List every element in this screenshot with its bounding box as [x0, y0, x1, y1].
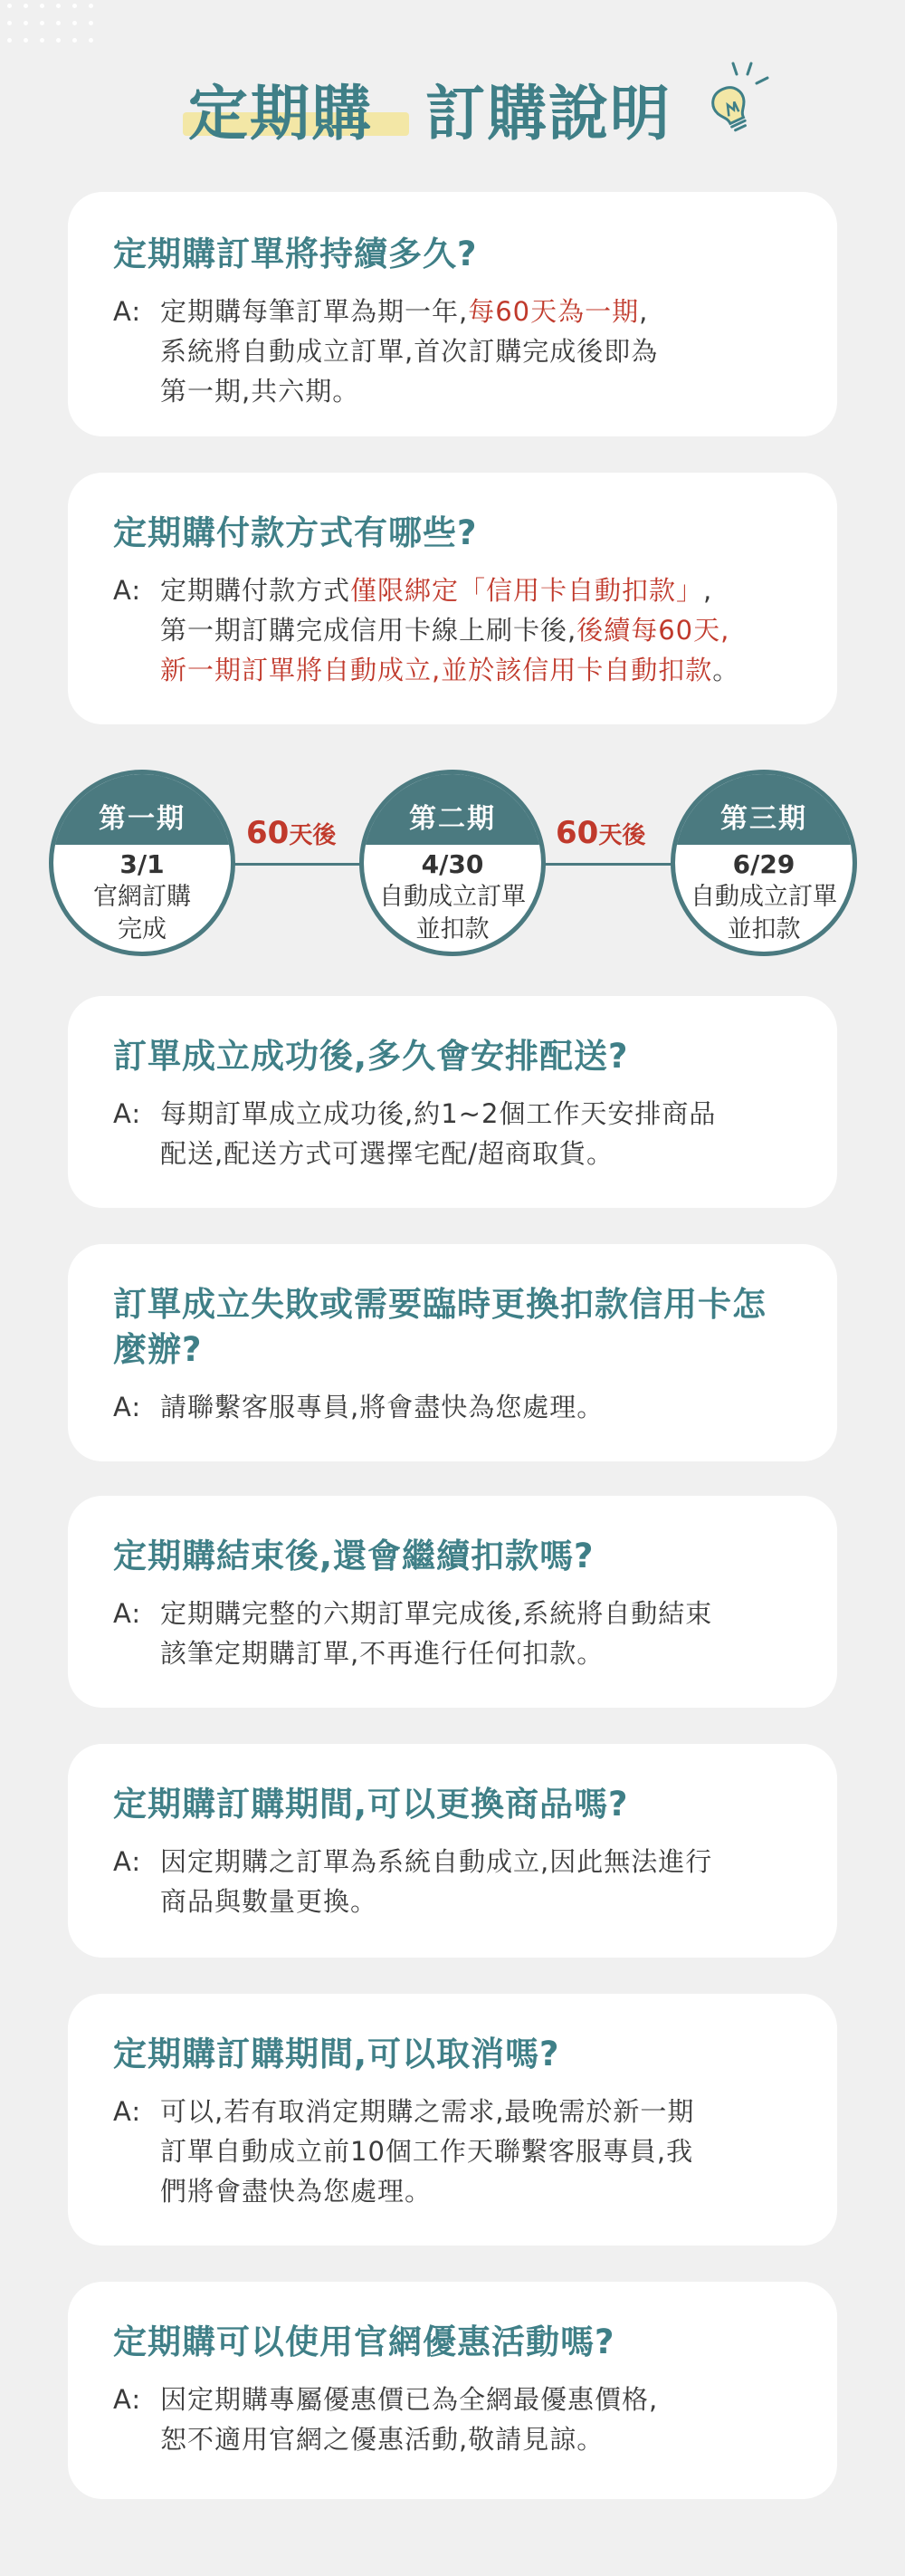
answer-text: 系統將自動成立訂單,首次訂購完成後即為	[160, 336, 659, 367]
answer-line	[160, 1094, 792, 1134]
faq-answer	[113, 1842, 792, 1921]
faq-card	[68, 1744, 837, 1958]
answer-text: ,	[703, 575, 713, 606]
period-desc: 自動成立訂單	[379, 883, 526, 911]
answer-text: 配送,配送方式可選擇宅配/超商取貨。	[160, 1138, 614, 1169]
faq-card	[68, 473, 837, 724]
faq-card	[68, 996, 837, 1208]
answer-emphasis: 每60天為一期	[468, 296, 640, 327]
answer-line	[160, 2092, 792, 2131]
faq-answer	[113, 2380, 792, 2459]
answer-emphasis: 後續每60天,	[576, 615, 730, 646]
answer-line	[160, 1387, 792, 1427]
answer-line	[160, 1594, 792, 1633]
answer-line	[160, 1882, 792, 1921]
period-date: 4/30	[421, 849, 484, 879]
answer-prefix: A:	[113, 575, 142, 606]
period-title: 第三期	[675, 774, 853, 845]
faq-answer	[113, 570, 792, 690]
period-desc: 並扣款	[727, 915, 801, 943]
answer-line	[160, 2131, 792, 2171]
answer-text: 因定期購之訂單為系統自動成立,因此無法進行	[160, 1846, 713, 1877]
answer-text: 商品與數量更換。	[160, 1886, 378, 1917]
faq-question: 定期購訂單將持續多久?	[113, 235, 478, 273]
answer-line	[160, 1633, 792, 1673]
faq-question: 定期購可以使用官網優惠活動嗎?	[113, 2322, 615, 2361]
faq-answer	[113, 1594, 792, 1673]
decorative-dots	[7, 4, 105, 43]
faq-card	[68, 1244, 837, 1461]
period-desc: 自動成立訂單	[691, 883, 837, 911]
timeline-connector	[217, 863, 380, 866]
answer-text: 們將會盡快為您處理。	[160, 2176, 433, 2207]
faq-card	[68, 192, 837, 436]
faq-question: 訂單成立成功後,多久會安排配送?	[113, 1037, 629, 1076]
period-date: 3/1	[119, 849, 165, 879]
answer-text: 。	[712, 655, 740, 685]
page-title-highlighted: 定期購	[188, 79, 373, 148]
faq-card	[68, 2282, 837, 2499]
faq-answer	[113, 292, 792, 411]
answer-line	[160, 2380, 792, 2419]
period-title: 第二期	[364, 774, 541, 845]
answer-line	[160, 1842, 792, 1882]
faq-answer	[113, 2092, 792, 2211]
payment-timeline	[0, 770, 905, 960]
answer-text: 定期購付款方式	[160, 575, 351, 606]
faq-question: 定期購訂購期間,可以更換商品嗎?	[113, 1785, 629, 1824]
answer-prefix: A:	[113, 2384, 142, 2415]
answer-text: 每期訂單成立成功後,約1~2個工作天安排商品	[160, 1098, 717, 1129]
answer-text: 可以,若有取消定期購之需求,最晚需於新一期	[160, 2096, 695, 2127]
answer-prefix: A:	[113, 1392, 142, 1422]
answer-prefix: A:	[113, 296, 142, 327]
answer-line	[160, 331, 792, 371]
period-date: 6/29	[732, 849, 795, 879]
timeline-gap-label: 60天後	[246, 815, 337, 851]
answer-prefix: A:	[113, 2096, 142, 2127]
answer-text: 訂單自動成立前10個工作天聯繫客服專員,我	[160, 2136, 694, 2167]
lightbulb-icon	[706, 56, 775, 147]
answer-text: 第一期訂購完成信用卡線上刷卡後,	[160, 615, 577, 646]
answer-text: 定期購完整的六期訂單完成後,系統將自動結束	[160, 1598, 713, 1629]
answer-line	[160, 570, 792, 610]
answer-line	[160, 371, 792, 411]
answer-text: 該筆定期購訂單,不再進行任何扣款。	[160, 1638, 605, 1669]
answer-line	[160, 292, 792, 331]
faq-card	[68, 1496, 837, 1708]
faq-answer	[113, 1387, 792, 1427]
answer-text: ,	[639, 296, 649, 327]
answer-text: 恕不適用官網之優惠活動,敬請見諒。	[160, 2424, 605, 2455]
period-title: 第一期	[53, 774, 231, 845]
answer-emphasis: 僅限綁定「信用卡自動扣款」	[350, 575, 704, 606]
page-title: 訂購說明	[425, 79, 672, 148]
faq-question: 定期購付款方式有哪些?	[113, 513, 478, 552]
answer-text: 定期購每筆訂單為期一年,	[160, 296, 469, 327]
faq-question: 訂單成立失敗或需要臨時更換扣款信用卡怎麼辦?	[113, 1285, 767, 1369]
period-desc: 官網訂購	[93, 883, 191, 911]
answer-line	[160, 2171, 792, 2211]
faq-card	[68, 1994, 837, 2246]
faq-question: 定期購訂購期間,可以取消嗎?	[113, 2035, 560, 2073]
period-desc: 並扣款	[415, 915, 490, 943]
timeline-period-3	[671, 770, 857, 956]
answer-line	[160, 650, 792, 690]
answer-text: 請聯繫客服專員,將會盡快為您處理。	[160, 1392, 605, 1422]
page-header	[0, 56, 905, 156]
answer-emphasis: 新一期訂單將自動成立,並於該信用卡自動扣款	[160, 655, 713, 685]
answer-line	[160, 2419, 792, 2459]
answer-line	[160, 610, 792, 650]
faq-question: 定期購結束後,還會繼續扣款嗎?	[113, 1537, 595, 1575]
answer-prefix: A:	[113, 1598, 142, 1629]
answer-text: 因定期購專屬優惠價已為全網最優惠價格,	[160, 2384, 659, 2415]
timeline-gap-label: 60天後	[556, 815, 646, 851]
answer-text: 第一期,共六期。	[160, 376, 360, 407]
answer-line	[160, 1134, 792, 1173]
faq-answer	[113, 1094, 792, 1173]
timeline-connector	[525, 863, 688, 866]
answer-prefix: A:	[113, 1846, 142, 1877]
timeline-period-1	[49, 770, 235, 956]
timeline-period-2	[359, 770, 546, 956]
period-desc: 完成	[118, 915, 167, 943]
answer-prefix: A:	[113, 1098, 142, 1129]
